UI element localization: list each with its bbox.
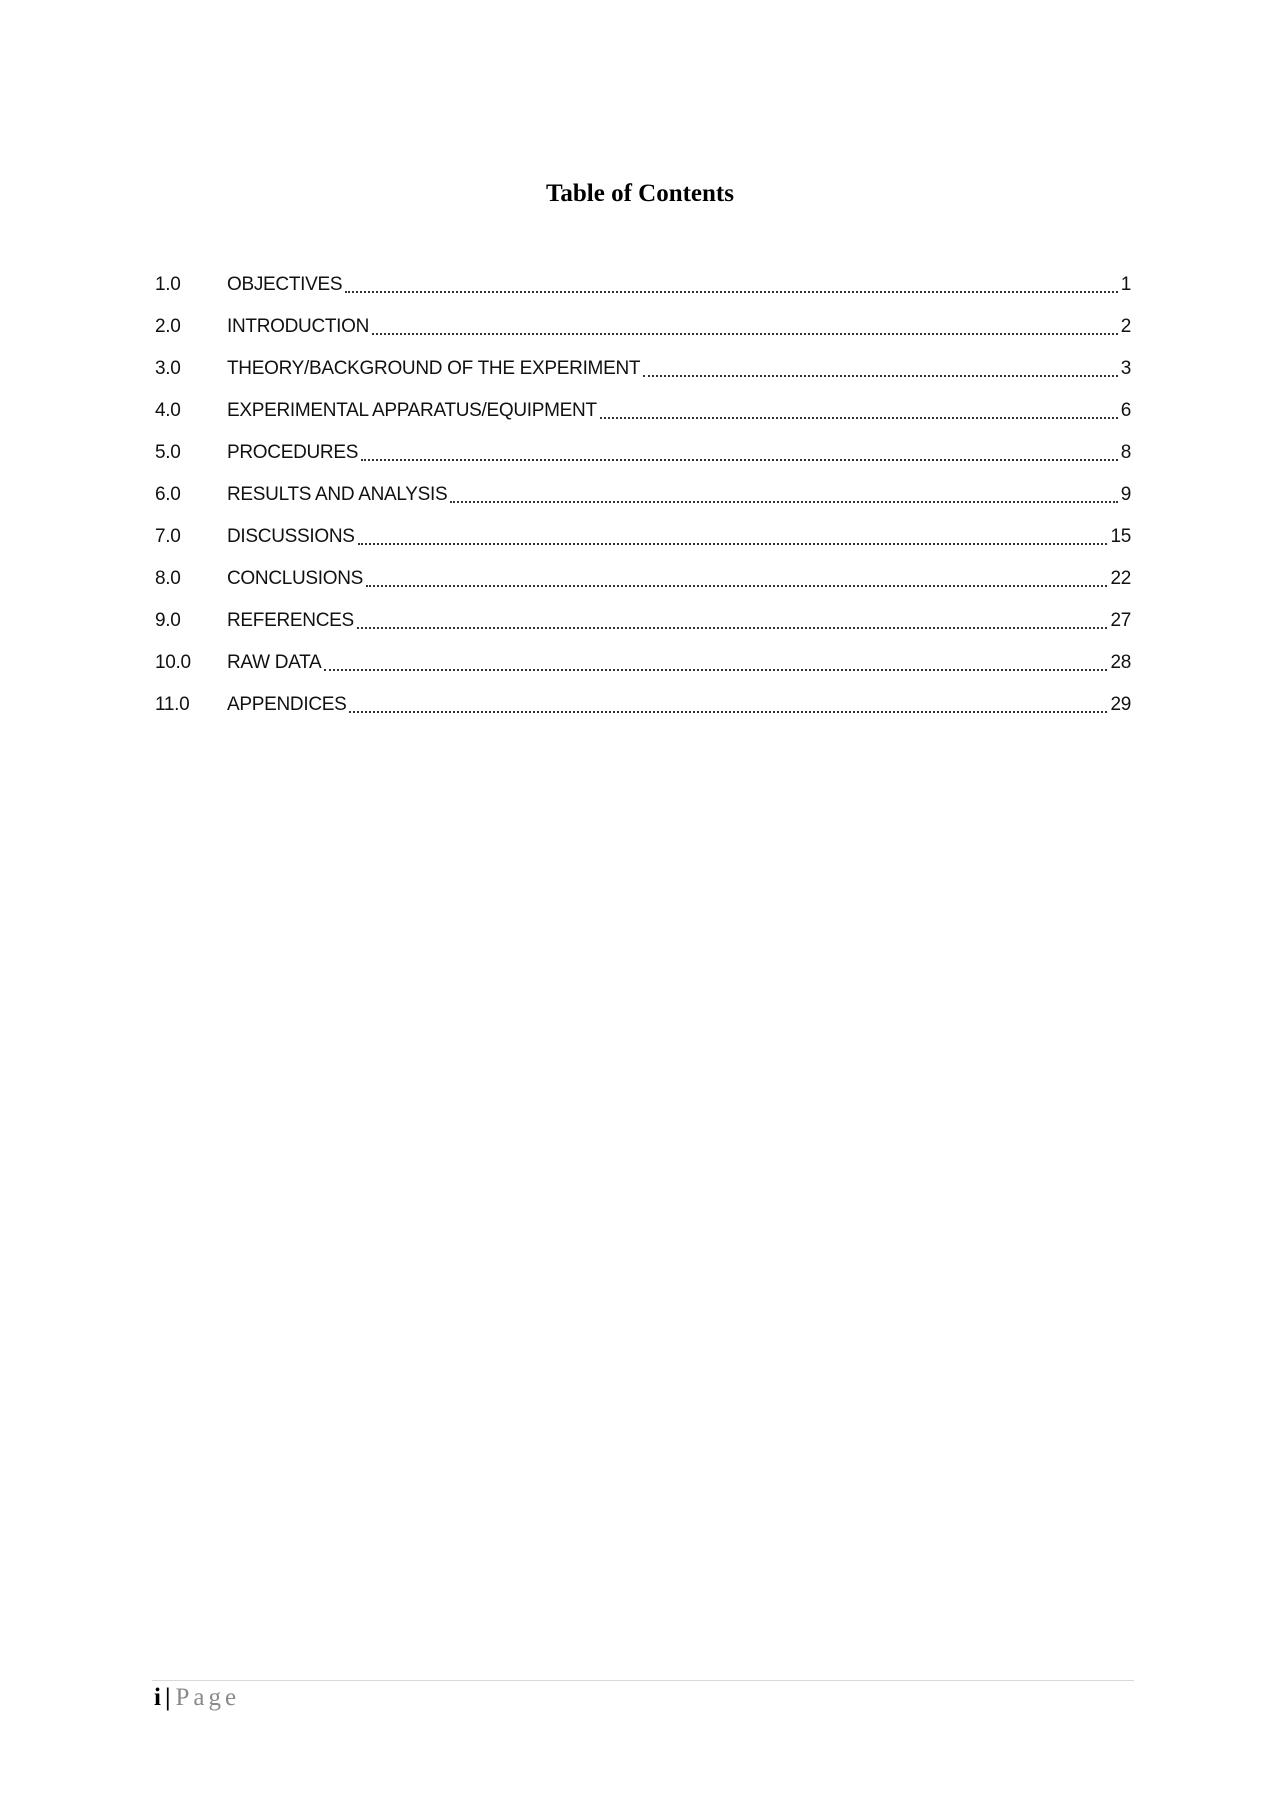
toc-entry-label: REFERENCES <box>227 610 354 631</box>
toc-entry-label: RAW DATA <box>227 652 322 673</box>
toc-entry-results[interactable] <box>155 474 1131 516</box>
footer-page-number: i <box>154 1684 161 1711</box>
toc-entry-label: RESULTS AND ANALYSIS <box>227 484 448 505</box>
toc-entry-raw-data[interactable] <box>155 642 1131 684</box>
toc-entry-label: EXPERIMENTAL APPARATUS/EQUIPMENT <box>227 400 597 421</box>
toc-entry-page: 2 <box>1120 316 1131 337</box>
toc-entry-page: 8 <box>1120 442 1131 463</box>
toc-dot-leader <box>349 711 1107 713</box>
table-of-contents <box>155 264 1131 726</box>
toc-entry-number: 9.0 <box>155 610 181 631</box>
toc-dot-leader <box>357 627 1108 629</box>
toc-entry-label: APPENDICES <box>227 694 347 715</box>
toc-entry-number: 5.0 <box>155 442 181 463</box>
toc-dot-leader <box>450 501 1117 503</box>
toc-entry-page: 9 <box>1120 484 1131 505</box>
toc-entry-page: 29 <box>1110 694 1131 715</box>
toc-entry-label: THEORY/BACKGROUND OF THE EXPERIMENT <box>227 358 641 379</box>
toc-dot-leader <box>643 375 1118 377</box>
toc-dot-leader <box>372 333 1118 335</box>
toc-dot-leader <box>366 585 1107 587</box>
toc-entry-label: DISCUSSIONS <box>227 526 355 547</box>
toc-entry-number: 3.0 <box>155 358 181 379</box>
toc-entry-objectives[interactable] <box>155 264 1131 306</box>
toc-entry-number: 6.0 <box>155 484 181 505</box>
toc-entry-apparatus[interactable] <box>155 390 1131 432</box>
footer-page-word: Page <box>175 1684 241 1711</box>
toc-dot-leader <box>600 417 1118 419</box>
footer-separator: | <box>164 1684 171 1711</box>
toc-dot-leader <box>345 291 1117 293</box>
toc-entry-discussions[interactable] <box>155 516 1131 558</box>
footer-divider <box>152 1680 1134 1681</box>
toc-entry-page: 6 <box>1120 400 1131 421</box>
toc-entry-page: 27 <box>1110 610 1131 631</box>
page-title: Table of Contents <box>546 180 734 207</box>
toc-entry-procedures[interactable] <box>155 432 1131 474</box>
toc-entry-label: PROCEDURES <box>227 442 359 463</box>
toc-entry-number: 2.0 <box>155 316 181 337</box>
toc-dot-leader <box>358 543 1108 545</box>
toc-entry-page: 3 <box>1120 358 1131 379</box>
toc-entry-introduction[interactable] <box>155 306 1131 348</box>
toc-entry-number: 7.0 <box>155 526 181 547</box>
toc-entry-label: OBJECTIVES <box>227 274 343 295</box>
toc-entry-page: 1 <box>1120 274 1131 295</box>
toc-dot-leader <box>361 459 1118 461</box>
toc-entry-references[interactable] <box>155 600 1131 642</box>
toc-entry-conclusions[interactable] <box>155 558 1131 600</box>
toc-entry-label: INTRODUCTION <box>227 316 370 337</box>
toc-entry-page: 28 <box>1110 652 1131 673</box>
toc-entry-number: 10.0 <box>155 652 191 673</box>
toc-entry-number: 1.0 <box>155 274 181 295</box>
toc-entry-theory[interactable] <box>155 348 1131 390</box>
toc-entry-page: 15 <box>1110 526 1131 547</box>
page-footer <box>154 1684 240 1712</box>
toc-entry-number: 8.0 <box>155 568 181 589</box>
toc-entry-page: 22 <box>1110 568 1131 589</box>
toc-entry-number: 4.0 <box>155 400 181 421</box>
toc-entry-appendices[interactable] <box>155 684 1131 726</box>
toc-entry-number: 11.0 <box>155 694 190 715</box>
toc-entry-label: CONCLUSIONS <box>227 568 364 589</box>
toc-dot-leader <box>324 669 1107 671</box>
